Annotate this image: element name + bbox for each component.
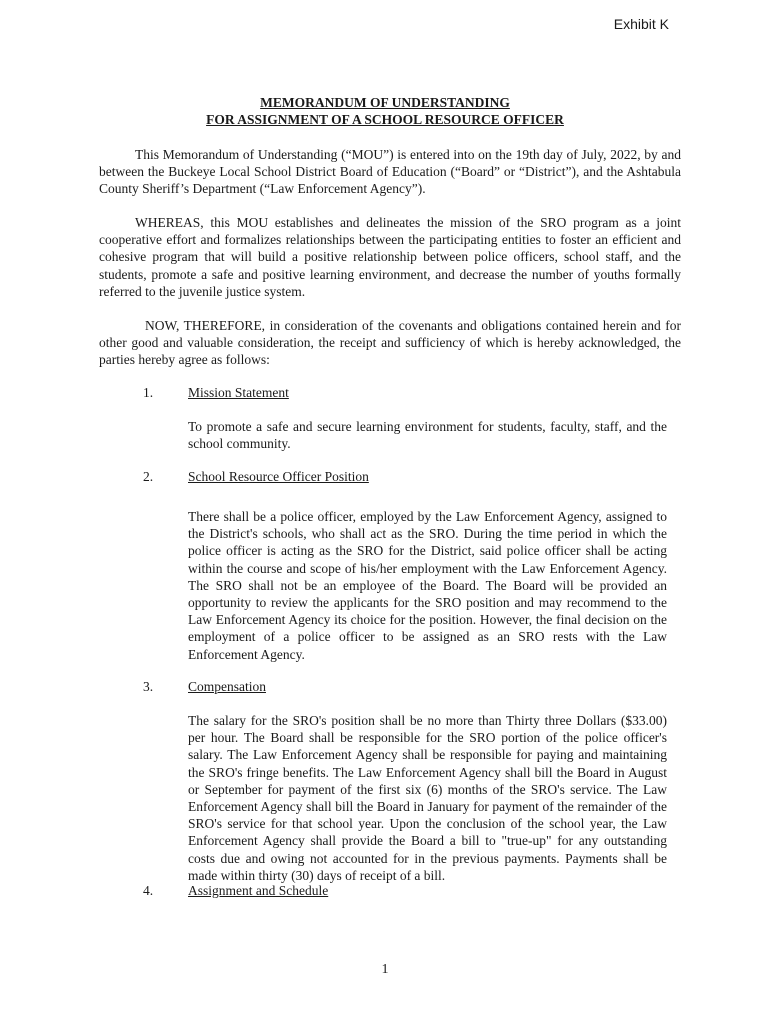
section-number: 4. [143, 883, 154, 898]
document-title: MEMORANDUM OF UNDERSTANDING [260, 95, 510, 110]
whereas-paragraph: WHEREAS, this MOU establishes and delineates the mission of the SRO program as a joint cooperative effort and formalizes relationships between the participating entities to foster an efficient and cohesive program that will build a positive relationship between police officers, school staff, and the students, promote a safe and positive learning environment, and decrease the number of youths formally referred to the juvenile justice system. [99, 215, 681, 299]
exhibit-label: Exhibit K [613, 16, 669, 32]
section-number: 2. [143, 469, 154, 484]
section-number: 1. [143, 385, 154, 400]
section-body-mission: To promote a safe and secure learning environment for students, faculty, staff, and the school community. [188, 419, 667, 452]
section-body-compensation: The salary for the SRO's position shall be no more than Thirty three Dollars ($33.00) per hour. The Board shall be responsible for the SRO portion of the police officer's salary. The Law Enforcement Agency shall be responsible for paying and maintaining the SRO's fringe benefits. The Law Enforcement Agency shall bill the Board in August or September for payment of the first six (6) months of the SRO's service. The Law Enforcement Agency shall bill the Board in January for payment of the remainder of the SRO's service for that school year. Upon the conclusion of the school year, the Law Enforcement Agency shall provide the Board a bill to "true-up" for any outstanding costs due and owing not accounted for in the previous payments. Payments shall be made within thirty (30) days of receipt of a bill. [188, 713, 667, 883]
page-number: 1 [381, 962, 389, 977]
section-heading-assignment: Assignment and Schedule [188, 883, 329, 898]
therefore-paragraph: NOW, THEREFORE, in consideration of the covenants and obligations contained herein and for other good and valuable consideration, the receipt and sufficiency of which is hereby acknowledged, the parties hereby agree as follows: [99, 318, 681, 368]
intro-paragraph: This Memorandum of Understanding (“MOU”) is entered into on the 19th day of July, 2022, by and between the Buckeye Local School District Board of Education (“Board” or “District”), and the Ashtabula County Sheriff’s Department (“Law Enforcement Agency”). [99, 147, 681, 197]
document-subtitle: FOR ASSIGNMENT OF A SCHOOL RESOURCE OFFICER [206, 112, 564, 127]
section-heading-compensation: Compensation [188, 679, 266, 694]
section-body-sro-position: There shall be a police officer, employed by the Law Enforcement Agency, assigned to the District's schools, who shall act as the SRO. During the time period in which the police officer is acting as the SRO for the District, said police officer shall be acting within the course and scope of his/her employment with the Law Enforcement Agency. The SRO shall not be an employee of the Board. The Board will be provided an opportunity to review the applicants for the SRO position and may recommend to the Law Enforcement Agency its choice for the position. However, the final decision on the employment of a police officer to be assigned as an SRO rests with the Law Enforcement Agency. [188, 509, 667, 662]
section-heading-mission: Mission Statement [188, 385, 289, 400]
section-number: 3. [143, 679, 154, 694]
section-heading-sro-position: School Resource Officer Position [188, 469, 369, 484]
